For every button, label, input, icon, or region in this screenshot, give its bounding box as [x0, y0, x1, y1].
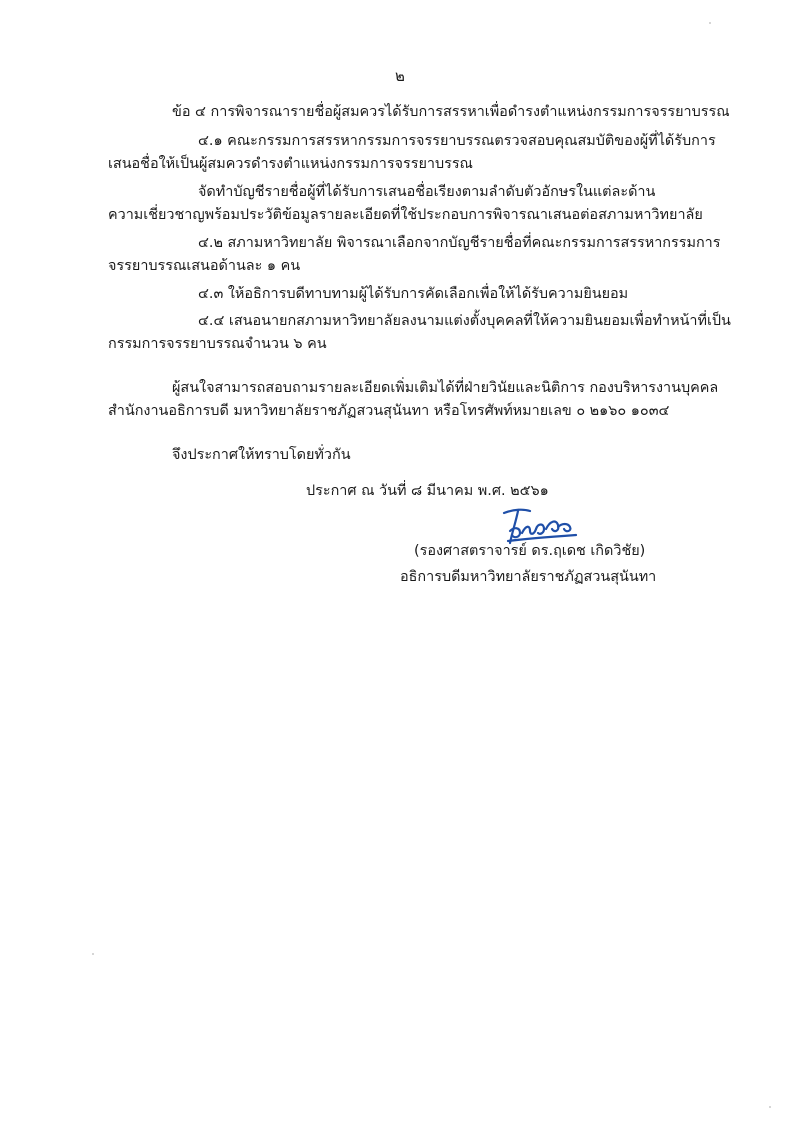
- list-prep-line-1: จัดทำบัญชีรายชื่อผู้ที่ได้รับการเสนอชื่อเรียงตามลำดับตัวอักษรในแต่ละด้าน: [198, 184, 656, 200]
- closing-statement: จึงประกาศให้ทราบโดยทั่วกัน: [172, 447, 351, 463]
- item-4-3-line-1: ๔.๓ ให้อธิการบดีทาบทามผู้ได้รับการคัดเลือกเพื่อให้ได้รับความยินยอม: [198, 286, 629, 302]
- item-4-1-line-1: ๔.๑ คณะกรรมการสรรหากรรมการจรรยาบรรณตรวจสอบคุณสมบัติของผู้ที่ได้รับการ: [198, 133, 716, 149]
- signatory-name: (รองศาสตราจารย์ ดร.ฤเดช เกิดวิชัย): [414, 543, 646, 559]
- page-number: ๒: [395, 67, 405, 85]
- announcement-date: ประกาศ ณ วันที่ ๘ มีนาคม พ.ศ. ๒๕๖๑: [306, 483, 549, 499]
- item-4-1-line-2: เสนอชื่อให้เป็นผู้สมควรดำรงตำแหน่งกรรมการจรรยาบรรณ: [108, 156, 473, 172]
- contact-line-2: สำนักงานอธิการบดี มหาวิทยาลัยราชภัฏสวนสุนันทา หรือโทรศัพท์หมายเลข ๐ ๒๑๖๐ ๑๐๓๔: [108, 403, 670, 419]
- section-4-heading: ข้อ ๔ การพิจารณารายชื่อผู้สมควรได้รับการสรรหาเพื่อดำรงตำแหน่งกรรมการจรรยาบรรณ: [172, 104, 730, 120]
- item-4-4-line-1: ๔.๔ เสนอนายกสภามหาวิทยาลัยลงนามแต่งตั้งบุคคลที่ให้ความยินยอมเพื่อทำหน้าที่เป็น: [198, 313, 731, 329]
- item-4-2-line-2: จรรยาบรรณเสนอด้านละ ๑ คน: [108, 258, 301, 274]
- item-4-2-line-1: ๔.๒ สภามหาวิทยาลัย พิจารณาเลือกจากบัญชีรายชื่อที่คณะกรรมการสรรหากรรมการ: [198, 235, 721, 251]
- contact-line-1: ผู้สนใจสามารถสอบถามรายละเอียดเพิ่มเติมได้ที่ฝ่ายวินัยและนิติการ กองบริหารงานบุคคล: [172, 380, 719, 396]
- item-4-4-line-2: กรรมการจรรยาบรรณจำนวน ๖ คน: [108, 336, 327, 352]
- signatory-title: อธิการบดีมหาวิทยาลัยราชภัฏสวนสุนันทา: [400, 569, 657, 585]
- list-prep-line-2: ความเชี่ยวชาญพร้อมประวัติข้อมูลรายละเอียดที่ใช้ประกอบการพิจารณาเสนอต่อสภามหาวิทยาลัย: [108, 207, 703, 223]
